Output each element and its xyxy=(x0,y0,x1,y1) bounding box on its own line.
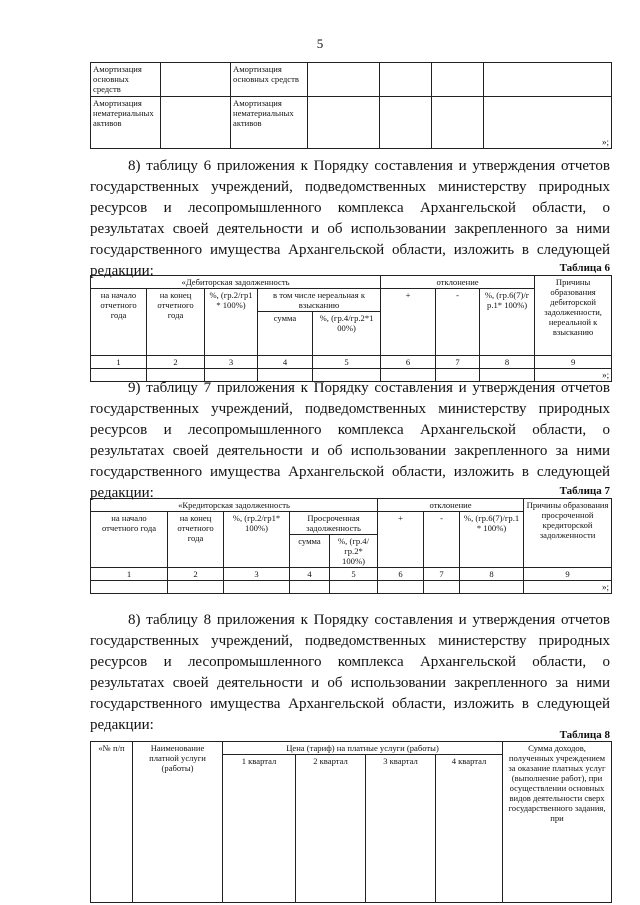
paragraph-table-6: 8) таблицу 6 приложения к Порядку составления и утверждения отчетов государственных учреждений, подведомственных министерству природных ресурсов и лесопромышленного комплекса Архангельской области, о результатах своей деятельности и об использовании закрепленного за ними государственного имущества Архангельской области, изложить в следующей редакции: xyxy=(90,158,610,279)
group-header-credit: «Кредиторская задолженность xyxy=(91,499,378,512)
end-mark: »; xyxy=(602,370,610,380)
col-name: Наименование платной услуги (работы) xyxy=(133,742,223,903)
top-table xyxy=(90,62,612,149)
col-num: «№ п/п xyxy=(91,742,133,903)
col-q3: 3 квартал xyxy=(366,755,436,903)
table-6-title: Таблица 6 xyxy=(559,262,610,274)
table-row xyxy=(91,97,612,149)
col-q2: 2 квартал xyxy=(296,755,366,903)
col-overdue: Просроченная задолженность xyxy=(290,512,378,535)
col-pct: %, (гр.2/гр1* 100%) xyxy=(224,512,290,568)
end-mark: »; xyxy=(602,582,610,592)
group-header-deviation: отклонение xyxy=(381,276,535,289)
table-row: 1 2 3 4 5 6 7 8 9 xyxy=(91,356,612,369)
col-sum: сумма xyxy=(258,312,313,356)
col-start: на начало отчетного года xyxy=(91,289,147,356)
table-header-row xyxy=(91,289,612,312)
table-header-row xyxy=(91,499,612,512)
col-plus: + xyxy=(381,289,436,356)
table-row xyxy=(91,581,612,594)
table-header-row xyxy=(91,742,612,755)
col-pct2: %, (гр.4/гр.2*1 00%) xyxy=(313,312,381,356)
col-minus: - xyxy=(424,512,460,568)
table-8-title: Таблица 8 xyxy=(559,729,610,741)
table-row: 1 2 3 4 5 6 7 8 9 xyxy=(91,568,612,581)
table-cell: Амортизация нематериальных активов xyxy=(91,97,161,149)
col-plus: + xyxy=(378,512,424,568)
page-number: 5 xyxy=(316,36,324,51)
table-row xyxy=(91,63,612,97)
col-income: Сумма доходов, полученных учреждением за оказание платных услуг (выполнение работ), при осуществлении основных видов деятельности сверх государственного задания, при xyxy=(503,742,612,903)
col-sum: сумма xyxy=(290,535,330,568)
table-cell: Амортизация основных средств xyxy=(231,63,308,97)
col-pct: %, (гр.2/гр1 * 100%) xyxy=(205,289,258,356)
col-pct2: %, (гр.4/гр.2* 100%) xyxy=(330,535,378,568)
paragraph-table-7: 9) таблицу 7 приложения к Порядку составления и утверждения отчетов государственных учреждений, подведомственных министерству природных ресурсов и лесопромышленного комплекса Архангельской области, о результатах своей деятельности и об использовании закрепленного за ними государственного имущества Архангельской области, изложить в следующей редакции: xyxy=(90,380,610,501)
col-end: на конец отчетного года xyxy=(168,512,224,568)
table-7 xyxy=(90,498,612,594)
end-mark: »; xyxy=(601,137,609,147)
table-cell: Амортизация основных средств xyxy=(91,63,161,97)
col-minus: - xyxy=(436,289,480,356)
col-start: на начало отчетного года xyxy=(91,512,168,568)
col-reason: Причины образования просроченной кредиторской задолженности xyxy=(524,499,612,568)
col-q1: 1 квартал xyxy=(223,755,296,903)
table-7-title: Таблица 7 xyxy=(559,485,610,497)
col-price: Цена (тариф) на платные услуги (работы) xyxy=(223,742,503,755)
table-8 xyxy=(90,741,612,903)
col-pct3: %, (гр.6(7)/гр.1 * 100%) xyxy=(460,512,524,568)
group-header-deviation: отклонение xyxy=(378,499,524,512)
table-6 xyxy=(90,275,612,382)
col-unreal: в том числе нереальная к взысканию xyxy=(258,289,381,312)
table-header-row xyxy=(91,276,612,289)
col-pct3: %, (гр.6(7)/г р.1* 100%) xyxy=(480,289,535,356)
col-reason: Причины образования дебиторской задолженности, нереальной к взысканию xyxy=(535,276,612,356)
group-header-debt: «Дебиторская задолженность xyxy=(91,276,381,289)
paragraph-table-8: 8) таблицу 8 приложения к Порядку составления и утверждения отчетов государственных учреждений, подведомственных министерству природных ресурсов и лесопромышленного комплекса Архангельской области, о результатах своей деятельности и об использовании закрепленного за ними государственного имущества Архангельской области, изложить в следующей редакции: xyxy=(90,612,610,733)
table-cell: Амортизация нематериальных активов xyxy=(231,97,308,149)
col-q4: 4 квартал xyxy=(436,755,503,903)
col-end: на конец отчетного года xyxy=(147,289,205,356)
